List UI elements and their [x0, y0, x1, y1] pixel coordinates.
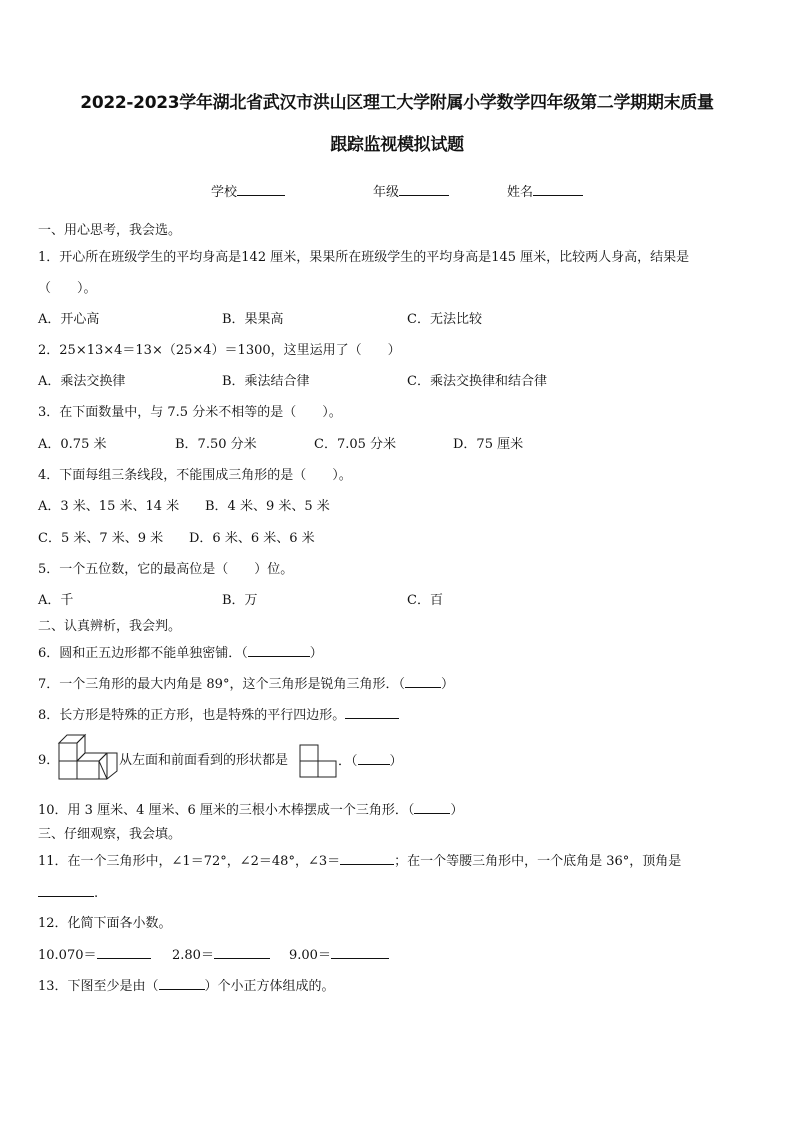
q10-text: 10．用 3 厘米、4 厘米、6 厘米的三根小木棒摆成一个三角形．（ — [38, 803, 415, 818]
grade-label: 年级 — [373, 185, 400, 200]
q13-text-end: ）个小正方体组成的。 — [204, 979, 335, 994]
school-label: 学校 — [211, 185, 238, 200]
q2-text: 2．25×13×4＝13×（25×4）＝1300，这里运用了（ ） — [38, 343, 401, 358]
q3-option-d[interactable]: D．75 厘米 — [453, 437, 524, 452]
q1-text: 1．开心所在班级学生的平均身高是142 厘米，果果所在班级学生的平均身高是145 厘米，比较两人身高，结果是 — [38, 250, 690, 265]
q12-a-label: 10.070＝ — [38, 948, 97, 963]
q13-answer-blank[interactable] — [159, 977, 205, 990]
q7-bracket-end: ） — [440, 677, 454, 692]
q3-option-c[interactable]: C．7.05 分米 — [314, 437, 397, 452]
q11-apex-angle-blank[interactable] — [38, 884, 94, 897]
q8-line — [38, 706, 399, 725]
exam-title-line1: 2022-2023学年湖北省武汉市洪山区理工大学附属小学数学四年级第二学期期末质量 — [80, 93, 714, 113]
q10-bracket-end: ） — [450, 803, 464, 818]
name-label: 姓名 — [507, 185, 534, 200]
q12-b-label: 2.80＝ — [172, 948, 214, 963]
q9-bracket-end: ） — [389, 754, 403, 769]
q4-option-a[interactable]: A．3 米、15 米、14 米 — [38, 499, 180, 514]
name-blank[interactable] — [533, 181, 583, 196]
q12-c-blank[interactable] — [331, 946, 389, 959]
q13-line — [38, 977, 335, 996]
q6-text: 6．圆和正五边形都不能单独密铺．（ — [38, 646, 248, 661]
q12-b-blank[interactable] — [214, 946, 270, 959]
section-2-heading: 二、认真辨析，我会判。 — [38, 619, 182, 634]
q11-line2 — [38, 884, 98, 903]
q11-text-a: 11．在一个三角形中，∠1＝72°，∠2＝48°，∠3＝ — [38, 854, 341, 869]
q6-answer-blank[interactable] — [248, 644, 310, 657]
q3-option-b[interactable]: B．7.50 分米 — [175, 437, 257, 452]
q9-bracket-start: ．（ — [338, 754, 358, 769]
q4-option-d[interactable]: D．6 米、6 米、6 米 — [189, 531, 315, 546]
q2-option-a[interactable]: A．乘法交换律 — [38, 374, 126, 389]
school-blank[interactable] — [237, 181, 285, 196]
q3-text: 3．在下面数量中，与 7.5 分米不相等的是（ ）。 — [38, 405, 342, 420]
q12-item-c — [289, 946, 389, 965]
q11-end: . — [94, 886, 99, 901]
q2-option-b[interactable]: B．乘法结合律 — [222, 374, 310, 389]
q6-line — [38, 644, 323, 663]
q7-text: 7．一个三角形的最大内角是 89°，这个三角形是锐角三角形．（ — [38, 677, 405, 692]
section-1-heading: 一、用心思考，我会选。 — [38, 223, 182, 238]
q11-text-b: ；在一个等腰三角形中，一个底角是 36°，顶角是 — [394, 854, 682, 869]
grade-blank[interactable] — [399, 181, 449, 196]
q4-text: 4．下面每组三条线段，不能围成三角形的是（ ）。 — [38, 468, 352, 483]
q5-option-b[interactable]: B．万 — [222, 593, 258, 608]
q12-item-a — [38, 946, 151, 965]
exam-title-line2: 跟踪监视模拟试题 — [330, 135, 464, 155]
section-3-heading: 三、仔细观察，我会填。 — [38, 827, 182, 842]
name-field[interactable] — [507, 181, 583, 200]
q9-answer-blank[interactable] — [358, 752, 390, 765]
q3-option-a[interactable]: A．0.75 米 — [38, 437, 107, 452]
q10-answer-blank[interactable] — [414, 801, 450, 814]
q4-option-b[interactable]: B．4 米、9 米、5 米 — [205, 499, 330, 514]
q11-angle3-blank[interactable] — [340, 852, 394, 865]
q9-text: 从左面和前面看到的形状都是 — [119, 753, 289, 768]
q1-option-a[interactable]: A．开心高 — [38, 312, 100, 327]
q9-cube-figure — [57, 733, 119, 783]
q5-text: 5．一个五位数，它的最高位是（ ）位。 — [38, 562, 294, 577]
q8-answer-blank[interactable] — [345, 706, 399, 719]
q12-item-b — [172, 946, 270, 965]
q5-option-c[interactable]: C．百 — [407, 593, 443, 608]
q4-option-c[interactable]: C．5 米、7 米、9 米 — [38, 531, 164, 546]
q12-text: 12．化简下面各小数。 — [38, 916, 172, 931]
q9-tail — [338, 752, 403, 771]
q1-bracket: （ ）。 — [38, 281, 97, 296]
q12-a-blank[interactable] — [97, 946, 151, 959]
q1-option-b[interactable]: B．果果高 — [222, 312, 284, 327]
q2-option-c[interactable]: C．乘法交换律和结合律 — [407, 374, 547, 389]
q9-number: 9． — [38, 753, 60, 768]
q10-line — [38, 801, 463, 820]
grade-field[interactable] — [373, 181, 449, 200]
q13-text: 13．下图至少是由（ — [38, 979, 159, 994]
q1-option-c[interactable]: C．无法比较 — [407, 312, 482, 327]
q12-c-label: 9.00＝ — [289, 948, 331, 963]
q7-answer-blank[interactable] — [405, 675, 441, 688]
q7-line — [38, 675, 454, 694]
school-field[interactable] — [211, 181, 285, 200]
q8-text: 8．长方形是特殊的正方形，也是特殊的平行四边形。 — [38, 708, 346, 723]
q9-view-shape — [299, 744, 337, 778]
q6-bracket-end: ） — [309, 646, 323, 661]
q5-option-a[interactable]: A．千 — [38, 593, 74, 608]
q11-line — [38, 852, 681, 871]
